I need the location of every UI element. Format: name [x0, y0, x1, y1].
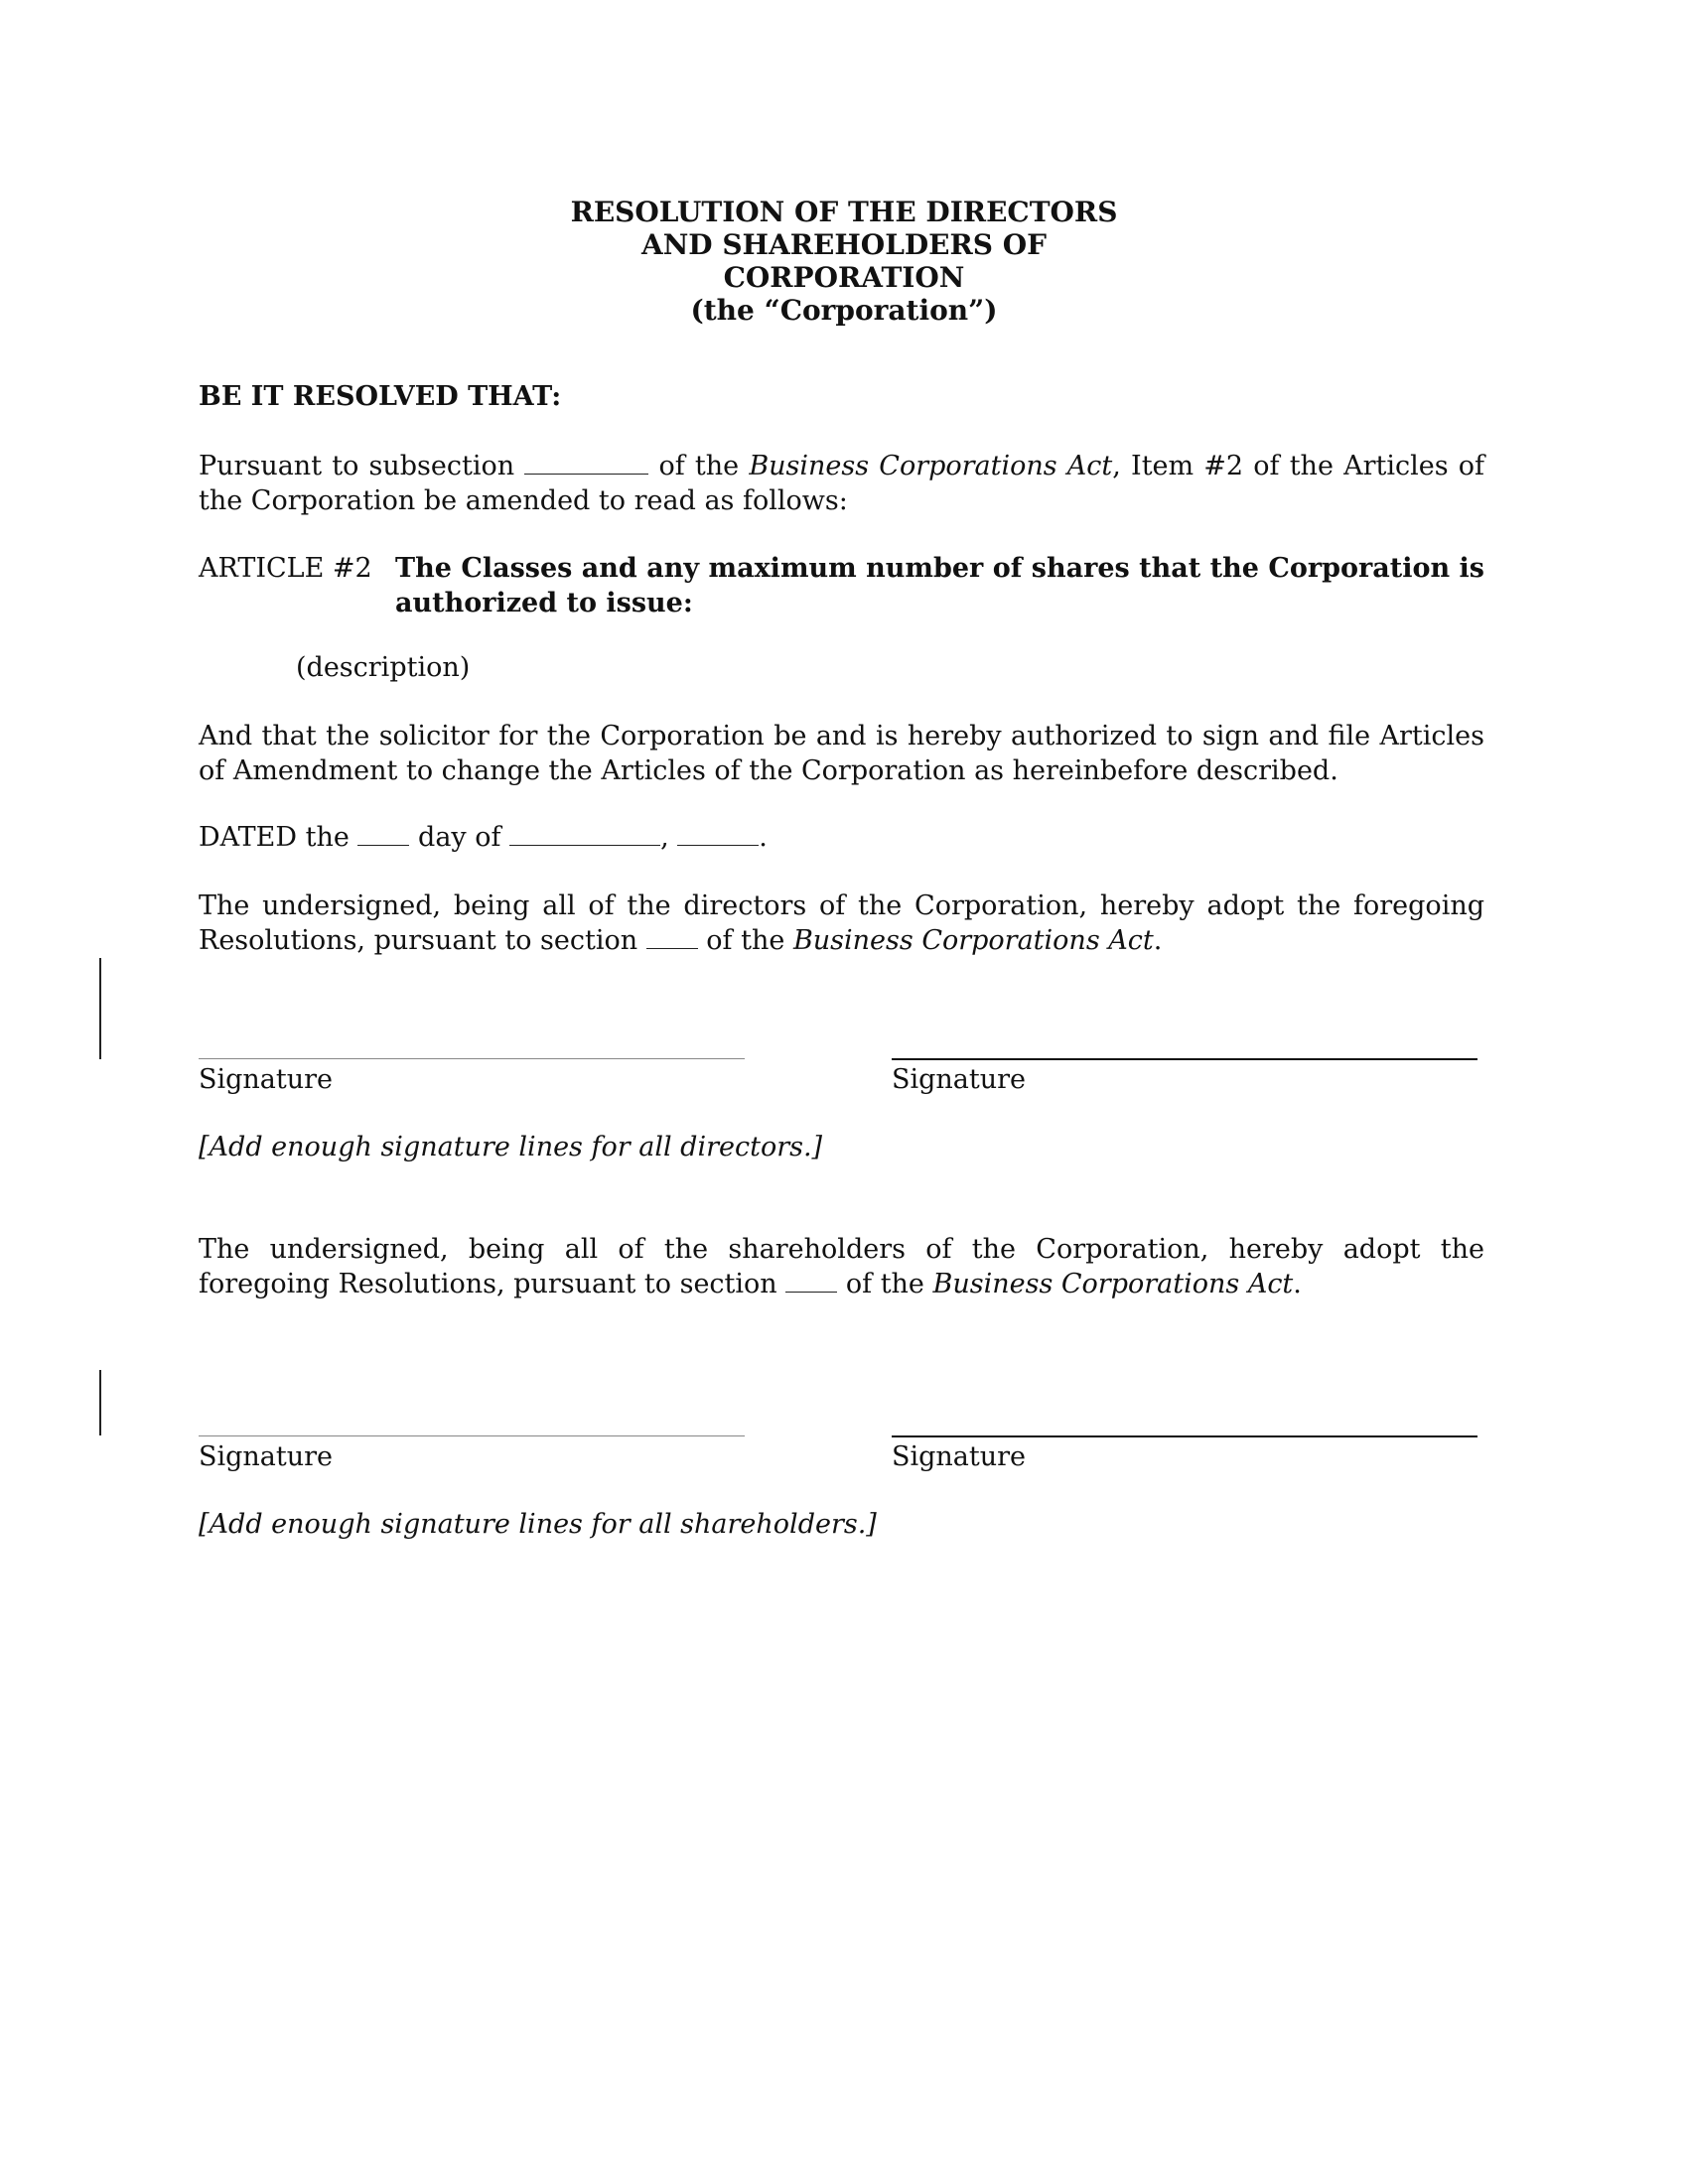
shareholder-signature-label-left: Signature: [199, 1441, 334, 1472]
directors-text-3: .: [1153, 925, 1163, 956]
pursuant-text-3: , Item #2 of the Articles of the Corporation be amended to read as follows:: [199, 451, 1484, 516]
year-blank: [677, 823, 759, 846]
subsection-blank: [524, 452, 648, 475]
dated-text-1: DATED the: [199, 822, 350, 853]
directors-signature-note: [Add enough signature lines for all directors.]: [199, 1132, 823, 1162]
description-placeholder: (description): [296, 652, 471, 683]
shareholders-text-3: .: [1293, 1269, 1302, 1299]
article-text: The Classes and any maximum number of shares that the Corporation is authorized to issue:: [395, 553, 1484, 618]
title-line-4: (the “Corporation”): [690, 294, 998, 327]
shareholder-signature-line-right: [892, 1435, 1477, 1437]
dated-comma: ,: [660, 822, 669, 853]
day-blank: [357, 823, 409, 846]
shareholders-section-blank: [785, 1270, 837, 1293]
directors-act-name: Business Corporations Act: [792, 925, 1154, 956]
shareholders-text-2: of the: [837, 1269, 933, 1299]
pursuant-paragraph: [199, 449, 1484, 518]
dated-text-2: day of: [418, 822, 501, 853]
shareholders-act-name: Business Corporations Act: [932, 1269, 1294, 1299]
director-signature-line-right: [892, 1058, 1477, 1060]
shareholders-signature-note: [Add enough signature lines for all shareholders.]: [199, 1509, 877, 1540]
directors-paragraph: [199, 888, 1484, 958]
title-line-3: CORPORATION: [723, 261, 965, 294]
dated-line: [199, 820, 1484, 855]
pursuant-text-1: Pursuant to subsection: [199, 451, 515, 481]
shareholders-text-1: The undersigned, being all of the shareholders of the Corporation, hereby adopt the foregoing Resolutions, pursuant to section: [199, 1234, 1484, 1299]
month-blank: [509, 823, 660, 846]
director-signature-label-right: Signature: [892, 1064, 1027, 1095]
title-line-1: RESOLUTION OF THE DIRECTORS: [570, 196, 1118, 228]
dated-period: .: [759, 822, 768, 853]
directors-section-blank: [646, 926, 698, 949]
pursuant-act-name: Business Corporations Act: [749, 451, 1113, 481]
shareholders-paragraph: [199, 1232, 1484, 1301]
solicitor-paragraph: And that the solicitor for the Corporation be and is hereby authorized to sign and file Articles of Amendment to change the Articles of the Corporation as hereinbefore described.: [199, 721, 1484, 786]
director-signature-label-left: Signature: [199, 1064, 334, 1095]
pursuant-text-2: of the: [648, 451, 750, 481]
article-label: ARTICLE #2: [199, 553, 372, 584]
directors-text-2: of the: [697, 925, 793, 956]
shareholder-signature-line-left: [199, 1435, 745, 1436]
director-signature-line-left: [199, 1058, 745, 1059]
margin-change-bar: [99, 958, 101, 1059]
resolved-heading: BE IT RESOLVED THAT:: [199, 381, 562, 412]
shareholder-signature-label-right: Signature: [892, 1441, 1027, 1472]
directors-text-1: The undersigned, being all of the directors of the Corporation, hereby adopt the foregoing Resolutions, pursuant to section: [199, 890, 1484, 956]
margin-change-bar: [99, 1370, 101, 1435]
title-line-2: AND SHAREHOLDERS OF: [640, 228, 1048, 261]
